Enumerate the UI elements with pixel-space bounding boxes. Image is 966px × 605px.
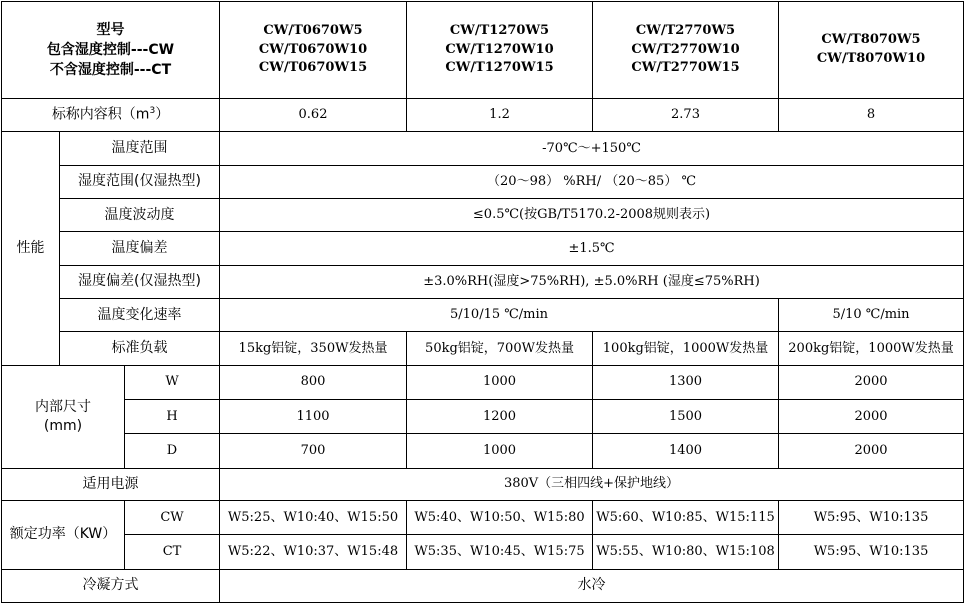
humidity-range-label: 湿度范围(仅湿热型) bbox=[60, 165, 220, 198]
model-name: CW/T1270W5 bbox=[449, 22, 550, 38]
power-supply-row bbox=[2, 468, 964, 500]
temp-range-value: -70℃～+150℃ bbox=[220, 132, 964, 165]
rated-power-value: W5:95、W10:135 bbox=[779, 535, 964, 569]
standard-load-value: 50kg铝锭，700W发热量 bbox=[407, 332, 593, 365]
temp-change-rate-value: 5/10/15 ℃/min bbox=[220, 298, 779, 331]
size-value: 1400 bbox=[593, 434, 779, 468]
volume-value: 8 bbox=[779, 98, 964, 131]
model-name: CW/T2770W15 bbox=[631, 60, 740, 76]
model-name: CW/T0670W15 bbox=[258, 60, 368, 76]
size-row-d bbox=[2, 434, 964, 468]
without-humidity-label: 不含湿度控制---CT bbox=[49, 62, 172, 79]
performance-label: 性能 bbox=[2, 132, 60, 365]
model-name: CW/T0670W5 bbox=[263, 22, 363, 38]
temp-fluctuation-value: ≤0.5℃(按GB/T5170.2-2008规则表示) bbox=[220, 198, 964, 231]
model-col-1 bbox=[220, 2, 407, 99]
size-dim: D bbox=[125, 434, 220, 468]
rated-power-type: CT bbox=[125, 535, 220, 569]
model-label-cell bbox=[2, 2, 220, 99]
size-value: 1100 bbox=[220, 399, 407, 433]
cooling-label: 冷凝方式 bbox=[2, 569, 220, 602]
size-value: 1200 bbox=[407, 399, 593, 433]
model-name: CW/T1270W10 bbox=[445, 41, 554, 57]
size-dim: H bbox=[125, 399, 220, 433]
standard-load-label: 标准负载 bbox=[60, 332, 220, 365]
size-value: 2000 bbox=[779, 365, 964, 399]
size-row-w bbox=[2, 365, 964, 399]
temp-deviation-label: 温度偏差 bbox=[60, 232, 220, 265]
model-name: CW/T8070W5 bbox=[821, 32, 921, 48]
rated-power-value: W5:60、W10:85、W15:115 bbox=[593, 500, 779, 534]
rated-power-value: W5:22、W10:37、W15:48 bbox=[220, 535, 407, 569]
rated-power-row-ct bbox=[2, 535, 964, 569]
temp-deviation-value: ±1.5℃ bbox=[220, 232, 964, 265]
cooling-row bbox=[2, 569, 964, 602]
rated-power-type: CW bbox=[125, 500, 220, 534]
power-supply-value: 380V（三相四线+保护地线） bbox=[220, 468, 964, 500]
internal-size-label: 内部尺寸 (mm) bbox=[2, 365, 125, 468]
temp-change-rate-row bbox=[2, 298, 964, 331]
spec-table bbox=[1, 1, 964, 603]
model-col-4 bbox=[779, 2, 964, 99]
size-value: 800 bbox=[220, 365, 407, 399]
standard-load-value: 15kg铝锭，350W发热量 bbox=[220, 332, 407, 365]
model-name: CW/T2770W5 bbox=[635, 22, 736, 38]
model-label: 型号 bbox=[96, 21, 125, 38]
temp-range-row bbox=[2, 132, 964, 165]
rated-power-value: W5:95、W10:135 bbox=[779, 500, 964, 534]
humidity-deviation-value: ±3.0%RH(湿度>75%RH), ±5.0%RH (湿度≤75%RH) bbox=[220, 265, 964, 298]
humidity-range-value: （20～98） %RH/ （20～85） ℃ bbox=[220, 165, 964, 198]
size-value: 1000 bbox=[407, 365, 593, 399]
size-row-h bbox=[2, 399, 964, 433]
rated-power-label: 额定功率（KW） bbox=[2, 500, 125, 569]
cooling-value: 水冷 bbox=[220, 569, 964, 602]
model-name: CW/T0670W10 bbox=[258, 41, 368, 57]
humidity-deviation-row bbox=[2, 265, 964, 298]
volume-row bbox=[2, 98, 964, 131]
humidity-range-row bbox=[2, 165, 964, 198]
size-dim: W bbox=[125, 365, 220, 399]
size-value: 2000 bbox=[779, 434, 964, 468]
standard-load-row bbox=[2, 332, 964, 365]
standard-load-value: 100kg铝锭，1000W发热量 bbox=[593, 332, 779, 365]
volume-value: 1.2 bbox=[407, 98, 593, 131]
rated-power-value: W5:35、W10:45、W15:75 bbox=[407, 535, 593, 569]
temp-deviation-row bbox=[2, 232, 964, 265]
temp-range-label: 温度范围 bbox=[60, 132, 220, 165]
header-row bbox=[2, 2, 964, 99]
temp-fluctuation-row bbox=[2, 198, 964, 231]
volume-value: 0.62 bbox=[220, 98, 407, 131]
model-col-2 bbox=[407, 2, 593, 99]
temp-fluctuation-label: 温度波动度 bbox=[60, 198, 220, 231]
size-value: 2000 bbox=[779, 399, 964, 433]
temp-change-rate-label: 温度变化速率 bbox=[60, 298, 220, 331]
rated-power-row-cw bbox=[2, 500, 964, 534]
power-supply-label: 适用电源 bbox=[2, 468, 220, 500]
volume-value: 2.73 bbox=[593, 98, 779, 131]
volume-label: 标称内容积$(m^3)$ bbox=[2, 98, 220, 131]
size-value: 700 bbox=[220, 434, 407, 468]
rated-power-value: W5:55、W10:80、W15:108 bbox=[593, 535, 779, 569]
rated-power-value: W5:25、W10:40、W15:50 bbox=[220, 500, 407, 534]
rated-power-value: W5:40、W10:50、W15:80 bbox=[407, 500, 593, 534]
temp-change-rate-value-last: 5/10 ℃/min bbox=[779, 298, 964, 331]
model-name: CW/T2770W10 bbox=[631, 41, 740, 57]
size-value: 1300 bbox=[593, 365, 779, 399]
size-value: 1000 bbox=[407, 434, 593, 468]
model-name: CW/T1270W15 bbox=[445, 60, 554, 76]
size-value: 1500 bbox=[593, 399, 779, 433]
with-humidity-label: 包含湿度控制---CW bbox=[46, 41, 175, 58]
standard-load-value: 200kg铝锭，1000W发热量 bbox=[779, 332, 964, 365]
model-name: CW/T8070W10 bbox=[816, 50, 926, 66]
model-col-3 bbox=[593, 2, 779, 99]
humidity-deviation-label: 湿度偏差(仅湿热型) bbox=[60, 265, 220, 298]
